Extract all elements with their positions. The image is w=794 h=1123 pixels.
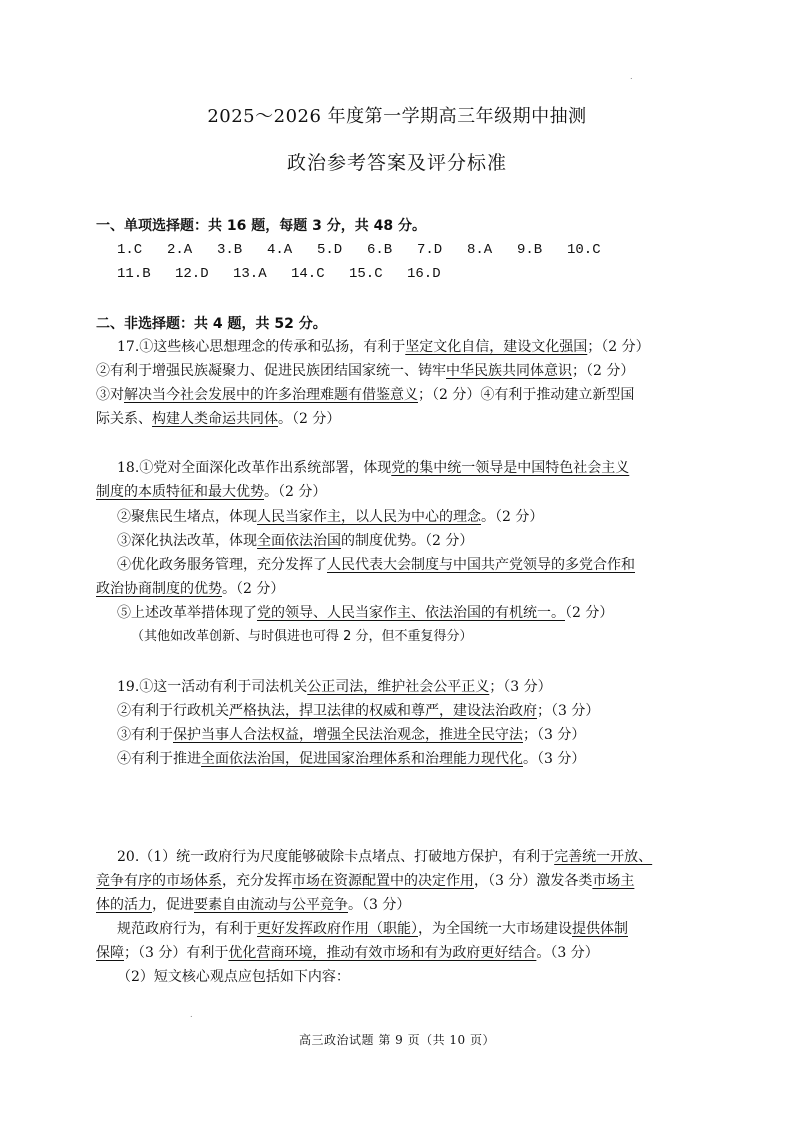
key-point: 全面依法治国 — [257, 533, 341, 549]
key-point: 党的集中统一领导是中国特色社会主义 — [391, 460, 630, 476]
answer: 10.C — [567, 242, 601, 258]
q17-line: ③对解决当今社会发展中的许多治理难题有借鉴意义；（2 分）④有利于推动建立新型国 — [96, 387, 635, 403]
key-point: 保障 — [96, 945, 124, 961]
answer: 5.D — [317, 242, 343, 258]
key-point: 人民代表大会制度与中国共产党领导的多党合作和 — [327, 557, 635, 573]
key-point: 构建人类命运共同体 — [152, 411, 278, 427]
q20-line: 规范政府行为，有利于更好发挥政府作用（职能），为全国统一大市场建设提供体制 — [117, 921, 628, 937]
q18-line: ②聚焦民生堵点，体现人民当家作主，以人民为中心的理念。（2 分） — [117, 509, 544, 525]
q20-line: 竞争有序的市场体系，充分发挥市场在资源配置中的决定作用，（3 分）激发各类市场主 — [96, 873, 635, 889]
answers-row-1 — [117, 238, 757, 262]
answer: 4.A — [267, 242, 293, 258]
answer: 8.A — [467, 242, 493, 258]
page-title: 2025～2026 年度第一学期高三年级期中抽测 — [207, 106, 587, 127]
key-point: 体的活力 — [96, 897, 152, 913]
answer: 9.B — [517, 242, 543, 258]
key-point: 政治协商制度的优势 — [96, 581, 222, 597]
q17-line: 17.①这些核心思想理念的传承和弘扬，有利于坚定文化自信，建设文化强国；（2 分） — [117, 339, 650, 355]
q19-line: 19.①这一活动有利于司法机关公正司法，维护社会公平正义；（3 分） — [117, 679, 552, 695]
answer: 1.C — [117, 242, 143, 258]
section1-heading: 一、单项选择题：共 16 题，每题 3 分，共 48 分。 — [96, 218, 426, 234]
key-point: 全面依法治国，促进国家治理体系和治理能力现代化 — [201, 751, 523, 767]
scan-speck: . — [630, 72, 633, 81]
key-point: 解决当今社会发展中的许多治理难题有借鉴意义 — [124, 387, 418, 403]
answer: 11.B — [117, 266, 151, 282]
q20-line: 20.（1）统一政府行为尺度能够破除卡点堵点、打破地方保护，有利于完善统一开放、 — [117, 849, 653, 865]
q18-line: 18.①党对全面深化改革作出系统部署，体现党的集中统一领导是中国特色社会主义 — [117, 460, 630, 476]
answer: 15.C — [349, 266, 383, 282]
key-point: 坚定文化自信，建设文化强国 — [405, 339, 588, 355]
answer: 2.A — [167, 242, 193, 258]
scan-speck: . — [190, 1010, 193, 1019]
key-point: 更好发挥政府作用（职能） — [257, 921, 418, 937]
page-subtitle: 政治参考答案及评分标准 — [286, 152, 507, 174]
q18-line: ③深化执法改革，体现全面依法治国的制度优势。（2 分） — [117, 533, 474, 549]
q18-line: ⑤上述改革举措体现了党的领导、人民当家作主、依法治国的有机统一。（2 分） — [117, 605, 614, 621]
key-point: 市场主 — [592, 873, 635, 889]
answer: 3.B — [217, 242, 243, 258]
q19-line: ②有利于行政机关严格执法，捍卫法律的权威和尊严，建设法治政府；（3 分） — [117, 703, 600, 719]
q20-line: （2）短文核心观点应包括如下内容： — [117, 969, 350, 985]
q17-line: ②有利于增强民族凝聚力、促进民族团结国家统一、铸牢中华民族共同体意识；（2 分） — [96, 363, 635, 379]
key-point: 竞争有序的市场体系 — [96, 873, 222, 889]
q20-line: 体的活力，促进要素自由流动与公平竞争。（3 分） — [96, 897, 411, 913]
q20-line: 保障；（3 分）有利于优化营商环境，推动有效市场和有为政府更好结合。（3 分） — [96, 945, 599, 961]
answer: 6.B — [367, 242, 393, 258]
q17-line: 际关系、构建人类命运共同体。（2 分） — [96, 411, 341, 427]
section2-heading: 二、非选择题：共 4 题，共 52 分。 — [96, 316, 327, 332]
key-point: 保护当事人合法权益，增强全民法治观念，推进全民守法 — [173, 727, 523, 743]
q18-line: 政治协商制度的优势。（2 分） — [96, 581, 285, 597]
answer: 7.D — [417, 242, 443, 258]
key-point: 公正司法，维护社会公平正义 — [307, 679, 490, 695]
q19-line: ③有利于保护当事人合法权益，增强全民法治观念，推进全民守法；（3 分） — [117, 727, 586, 743]
key-point: 提供体制 — [572, 921, 628, 937]
key-point: 严格执法，捍卫法律的权威和尊严，建设法治政府 — [229, 703, 537, 719]
answer: 13.A — [233, 266, 267, 282]
key-point: 市场在资源配置中的决定作用 — [292, 873, 474, 889]
answers-row-2 — [117, 262, 757, 286]
q18-note: （其他如改革创新、与时俱进也可得 2 分，但不重复得分） — [131, 629, 473, 644]
page-footer: 高三政治试题 第 9 页（共 10 页） — [299, 1033, 495, 1047]
key-point: 完善统一开放、 — [554, 849, 653, 865]
key-point: 党的领导、人民当家作主、依法治国的有机统一。 — [257, 605, 565, 621]
key-point: 中华民族共同体意识 — [446, 363, 572, 379]
key-point: 人民当家作主，以人民为中心的理念 — [257, 509, 481, 525]
key-point: 优化营商环境，推动有效市场和有为政府更好结合 — [228, 945, 537, 961]
answer: 16.D — [407, 266, 441, 282]
answer: 12.D — [175, 266, 209, 282]
q18-line: ④优化政务服务管理，充分发挥了人民代表大会制度与中国共产党领导的多党合作和 — [117, 557, 635, 573]
q18-line: 制度的本质特征和最大优势。（2 分） — [96, 484, 327, 500]
q19-line: ④有利于推进全面依法治国，促进国家治理体系和治理能力现代化。（3 分） — [117, 751, 586, 767]
key-point: 制度的本质特征和最大优势 — [96, 484, 264, 500]
key-point: 要素自由流动与公平竞争 — [194, 897, 348, 913]
answer: 14.C — [291, 266, 325, 282]
